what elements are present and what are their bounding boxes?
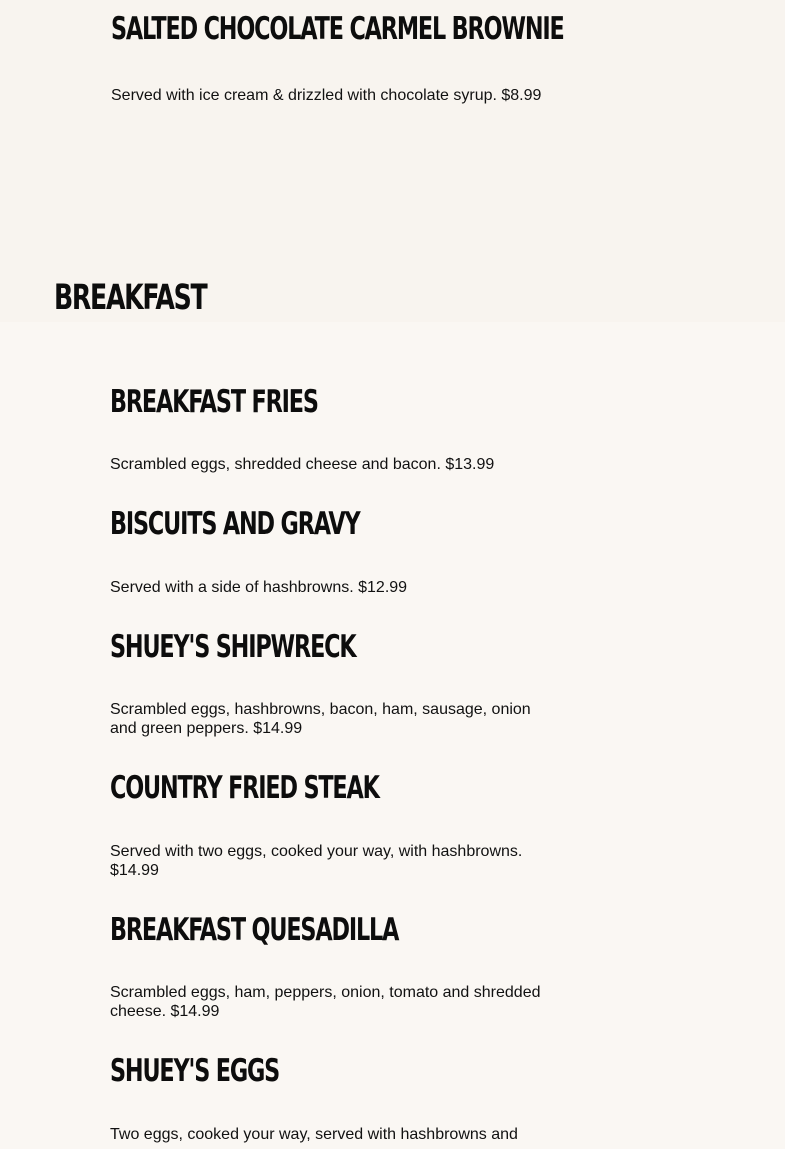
menu-item-title: BREAKFAST FRIES bbox=[110, 384, 318, 420]
menu-item-title: SHUEY'S EGGS bbox=[110, 1053, 280, 1089]
menu-item-country-fried-steak bbox=[110, 771, 560, 880]
menu-item-title: BREAKFAST QUESADILLA bbox=[110, 912, 399, 948]
menu-item-description: Scrambled eggs, hashbrowns, bacon, ham, sausage, onion and green peppers. $14.99 bbox=[110, 701, 531, 737]
menu-item-title: COUNTRY FRIED STEAK bbox=[110, 770, 379, 806]
menu-item-description: Scrambled eggs, ham, peppers, onion, tomato and shredded cheese. $14.99 bbox=[110, 984, 541, 1020]
menu-item-breakfast-quesadilla bbox=[110, 913, 560, 1021]
menu-item-description: Served with two eggs, cooked your way, with hashbrowns. $14.99 bbox=[110, 843, 523, 879]
menu-item-description: Scrambled eggs, shredded cheese and bacon. $13.99 bbox=[110, 456, 495, 473]
menu-item-breakfast-fries bbox=[110, 385, 560, 474]
menu-item-description: Served with ice cream & drizzled with chocolate syrup. $8.99 bbox=[111, 87, 542, 104]
menu-item-brownie bbox=[111, 11, 564, 105]
menu-item-shueys-eggs bbox=[110, 1054, 560, 1144]
menu-item-title: SALTED CHOCOLATE CARMEL BROWNIE bbox=[111, 11, 564, 47]
menu-item-title: SHUEY'S SHIPWRECK bbox=[110, 629, 356, 665]
menu-item-description: Two eggs, cooked your way, served with hashbrowns and bbox=[110, 1126, 518, 1143]
menu-item-description: Served with a side of hashbrowns. $12.99 bbox=[110, 579, 408, 596]
menu-item-shueys-shipwreck bbox=[110, 630, 560, 738]
section-heading-breakfast: BREAKFAST bbox=[54, 278, 207, 318]
menu-item-title: BISCUITS AND GRAVY bbox=[110, 506, 360, 542]
menu-item-biscuits-and-gravy bbox=[110, 507, 560, 597]
